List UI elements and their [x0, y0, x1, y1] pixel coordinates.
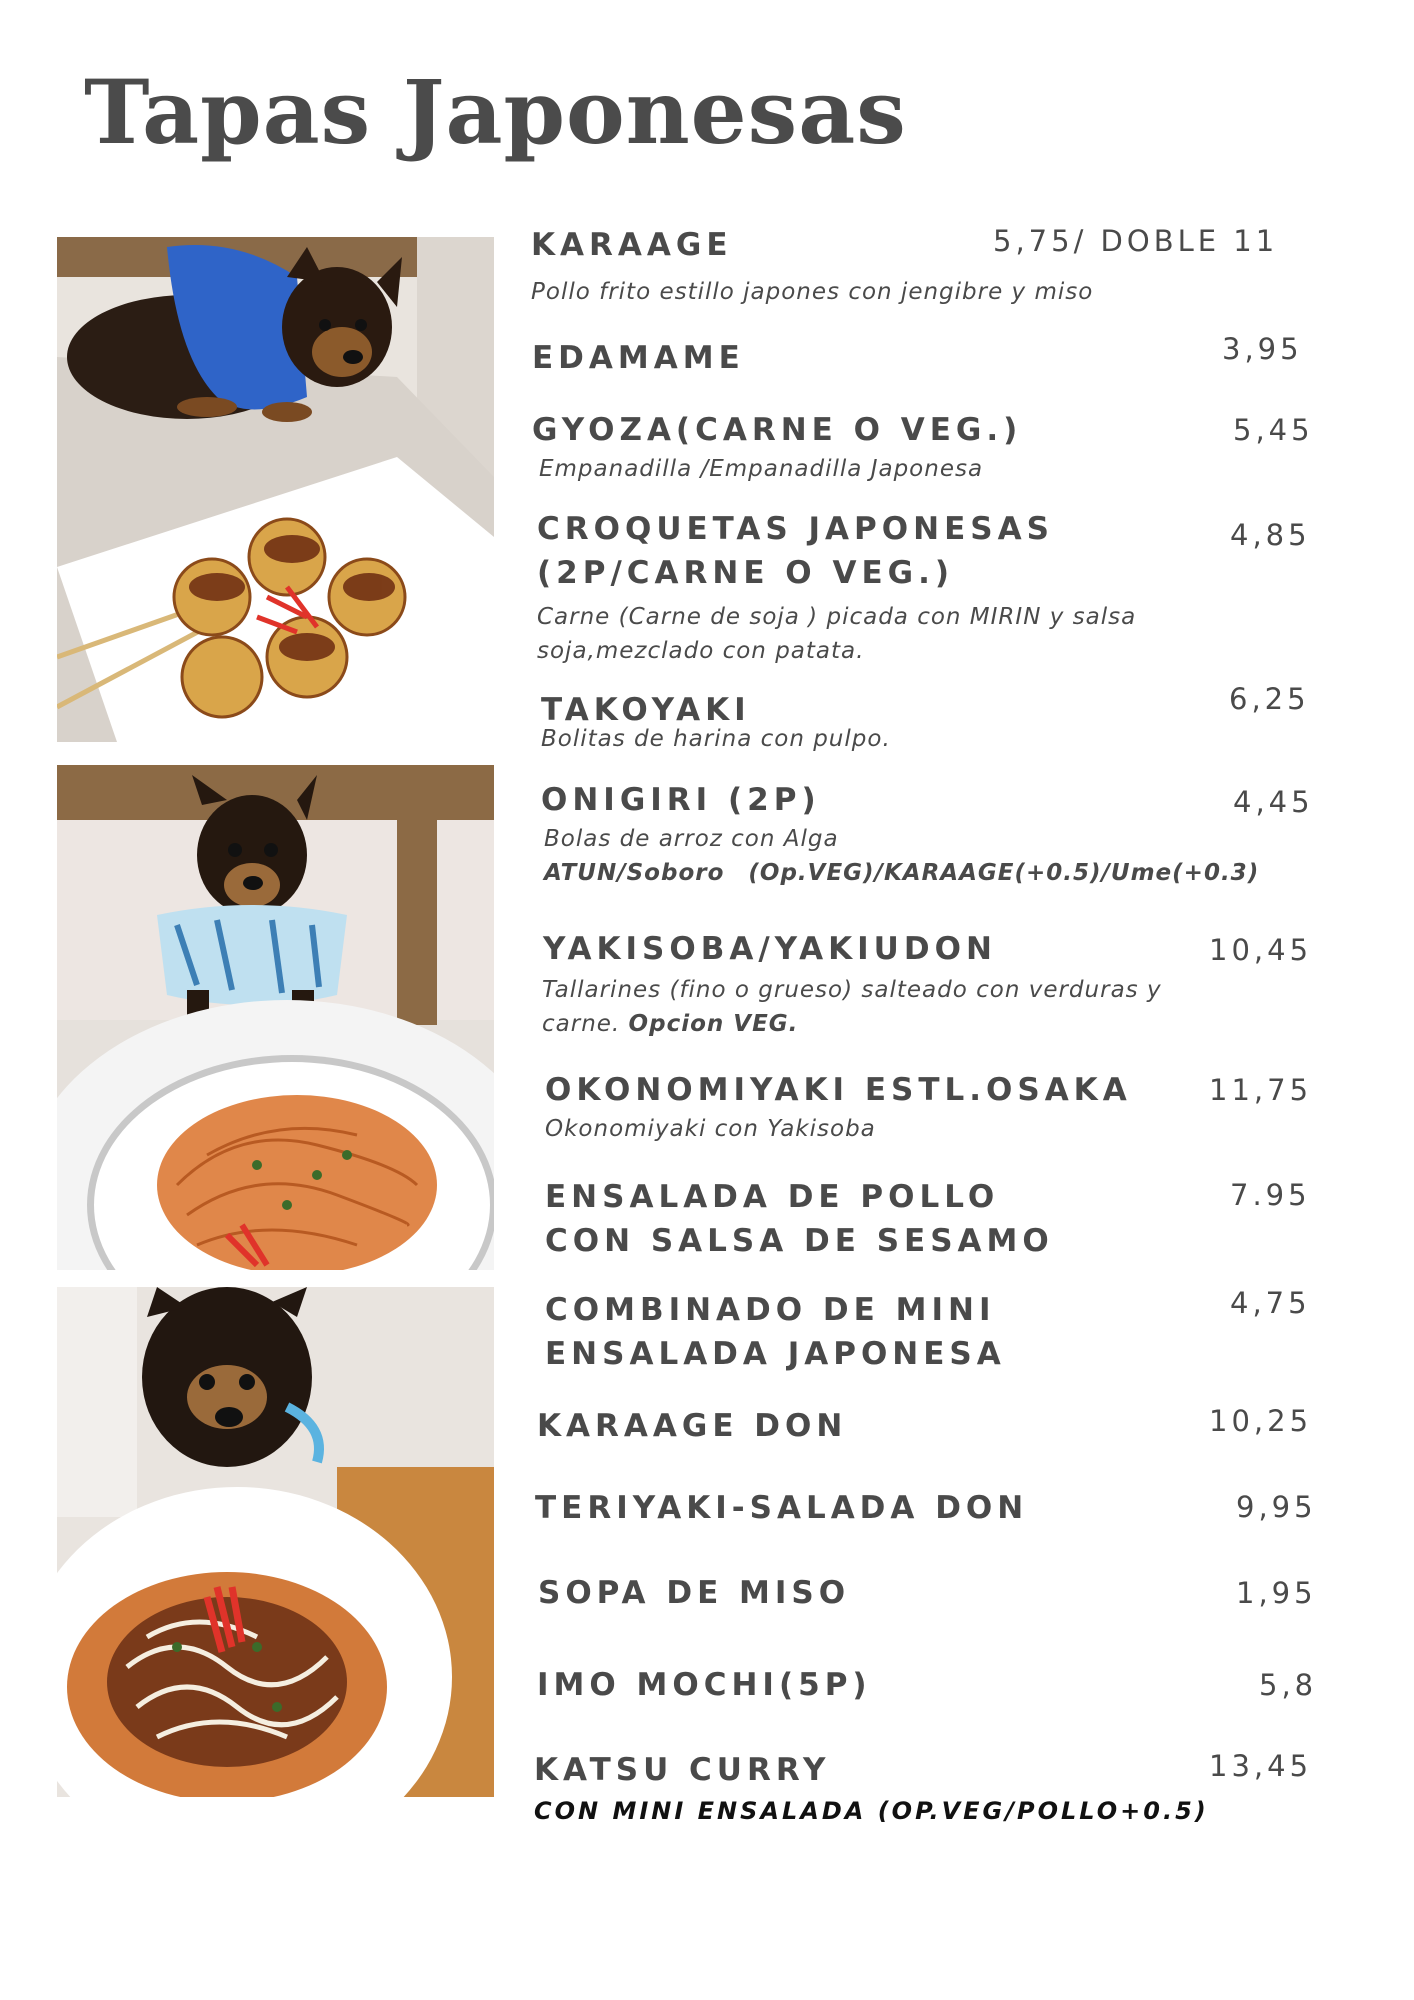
menu-item-croquetas — [537, 507, 1136, 668]
menu-item-takoyaki — [541, 688, 891, 756]
item-description: Okonomiyaki con Yakisoba — [545, 1116, 876, 1142]
item-name-line2: ENSALADA JAPONESA — [545, 1336, 1006, 1372]
menu-item-onigiri — [541, 778, 1259, 890]
menu-item-sopa-de-miso — [538, 1571, 850, 1615]
item-name: ONIGIRI (2P) — [541, 782, 821, 818]
item-name-line1: COMBINADO DE MINI — [545, 1292, 996, 1328]
item-description: Bolitas de harina con pulpo. — [541, 726, 891, 752]
photo-dog-okonomiyaki — [57, 1287, 494, 1797]
item-price: 5,8 — [1259, 1668, 1318, 1702]
menu-item-katsu-curry — [534, 1748, 1209, 1828]
item-price: 3,95 — [1222, 332, 1303, 366]
item-name: OKONOMIYAKI ESTL.OSAKA — [545, 1072, 1132, 1108]
item-name: KARAAGE DON — [537, 1408, 848, 1444]
menu-item-ensalada-pollo — [545, 1175, 1054, 1263]
menu-item-okonomiyaki — [545, 1068, 1132, 1146]
photo-dog-yakisoba — [57, 765, 494, 1270]
menu-item-edamame — [532, 336, 745, 380]
item-name: TERIYAKI-SALADA DON — [535, 1490, 1029, 1526]
item-price: 11,75 — [1209, 1073, 1313, 1107]
item-description-line2: soja,mezclado con patata. — [537, 638, 865, 664]
item-price: 4,75 — [1230, 1286, 1311, 1320]
item-price: 5,75/ DOBLE 11 — [993, 224, 1279, 258]
item-price: 5,45 — [1233, 413, 1314, 447]
item-name: IMO MOCHI(5P) — [537, 1667, 872, 1703]
item-price: 10,45 — [1209, 933, 1313, 967]
item-price: 1,95 — [1236, 1576, 1317, 1610]
item-description-line1: Bolas de arroz con Alga — [544, 826, 839, 852]
item-description-line1: Tallarines (fino o grueso) salteado con verduras y — [542, 977, 1162, 1003]
menu-item-gyoza — [532, 408, 1022, 486]
item-name: KATSU CURRY — [534, 1752, 831, 1788]
item-price: 10,25 — [1209, 1404, 1313, 1438]
item-price: 13,45 — [1209, 1749, 1313, 1783]
photo-dog-takoyaki — [57, 237, 494, 742]
item-price: 6,25 — [1229, 682, 1310, 716]
item-name-line1: ENSALADA DE POLLO — [545, 1179, 1000, 1215]
item-name-line1: CROQUETAS JAPONESAS — [537, 511, 1054, 547]
item-description-line1: Carne (Carne de soja ) picada con MIRIN y salsa — [537, 604, 1137, 630]
item-description: Pollo frito estillo japones con jengibre y miso — [531, 279, 1094, 305]
item-description: Empanadilla /Empanadilla Japonesa — [539, 456, 984, 482]
item-price: 4,45 — [1233, 785, 1314, 819]
item-note: CON MINI ENSALADA (OP.VEG/POLLO+0.5) — [534, 1797, 1209, 1825]
item-price: 9,95 — [1236, 1490, 1317, 1524]
item-name: KARAAGE — [531, 227, 733, 263]
item-description-line2: ATUN/Soboro (Op.VEG)/KARAAGE(+0.5)/Ume(+0.3) — [544, 860, 1260, 886]
item-name: TAKOYAKI — [541, 692, 751, 728]
item-name: YAKISOBA/YAKIUDON — [543, 931, 997, 967]
item-name: GYOZA(CARNE O VEG.) — [532, 412, 1023, 448]
menu-item-yakisoba — [543, 927, 1162, 1041]
item-name-line2: (2P/CARNE O VEG.) — [537, 555, 955, 591]
item-price: 4,85 — [1230, 518, 1311, 552]
menu-item-combinado-mini-ensalada — [545, 1288, 1006, 1376]
item-name-line2: CON SALSA DE SESAMO — [545, 1223, 1054, 1259]
menu-item-imo-mochi — [537, 1663, 872, 1707]
item-price: 7.95 — [1230, 1178, 1311, 1212]
menu-item-teriyaki-salada-don — [535, 1486, 1028, 1530]
page-title: Tapas Japonesas — [84, 60, 907, 164]
item-description-line2: carne. Opcion VEG. — [542, 1011, 799, 1037]
item-name: EDAMAME — [532, 340, 745, 376]
item-name: SOPA DE MISO — [538, 1575, 851, 1611]
menu-item-karaage-don — [537, 1404, 847, 1448]
